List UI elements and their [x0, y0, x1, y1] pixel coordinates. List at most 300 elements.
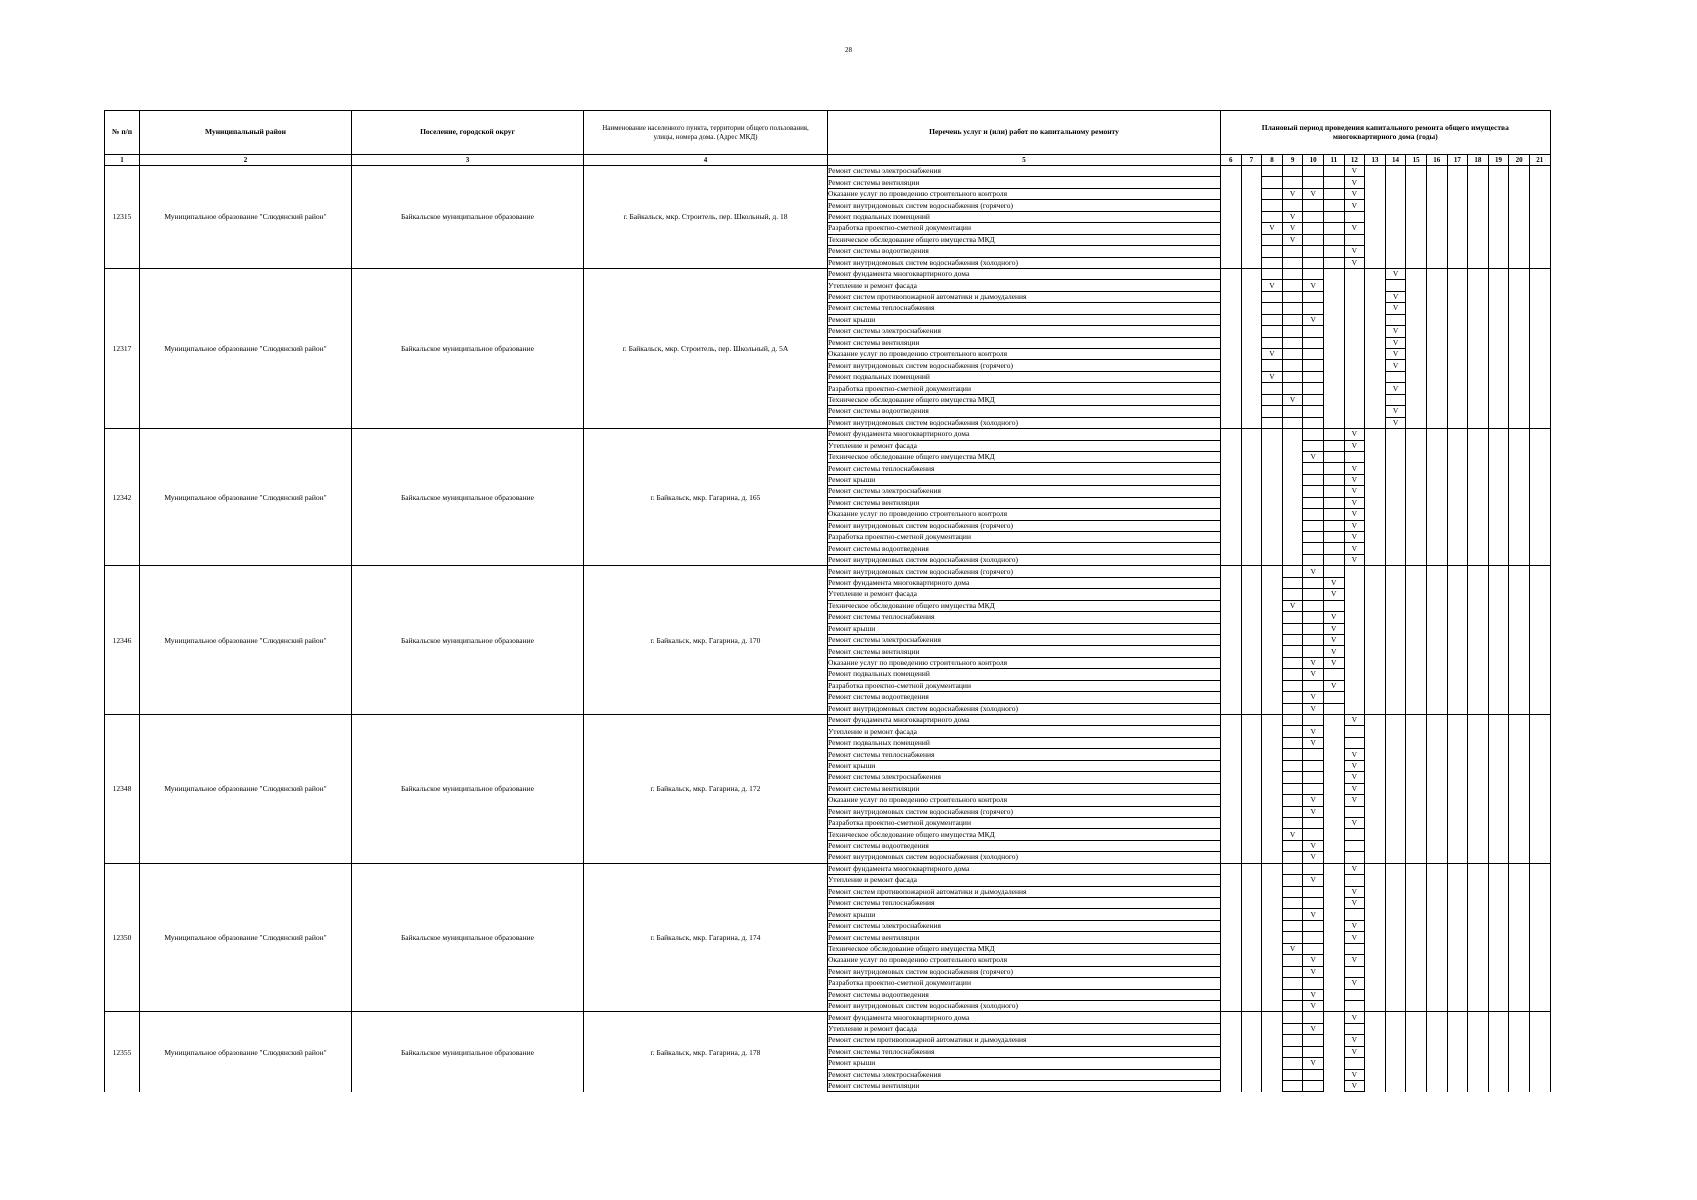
year-cell	[1344, 600, 1365, 611]
year-cell	[1365, 474, 1386, 485]
year-cell	[1241, 429, 1262, 440]
year-cell	[1447, 314, 1468, 325]
year-cell	[1303, 829, 1324, 840]
year-cell	[1509, 978, 1530, 989]
service-cell: Утепление и ремонт фасада	[828, 589, 1221, 600]
year-cell	[1241, 989, 1262, 1000]
year-cell	[1282, 577, 1303, 588]
year-cell	[1241, 852, 1262, 863]
year-mark: V	[1282, 829, 1303, 840]
year-cell	[1262, 429, 1283, 440]
year-cell	[1509, 577, 1530, 588]
year-cell	[1344, 680, 1365, 691]
year-cell	[1262, 1035, 1283, 1046]
year-cell	[1447, 429, 1468, 440]
year-column-header: 18	[1468, 155, 1489, 166]
year-mark: V	[1385, 303, 1406, 314]
year-cell	[1282, 703, 1303, 714]
year-cell	[1426, 394, 1447, 405]
year-cell	[1385, 474, 1406, 485]
year-cell	[1426, 623, 1447, 634]
year-cell	[1303, 1046, 1324, 1057]
year-cell	[1529, 1081, 1550, 1092]
service-cell: Ремонт системы вентиляции	[828, 646, 1221, 657]
year-cell	[1365, 177, 1386, 188]
year-cell	[1344, 1000, 1365, 1011]
year-cell	[1426, 909, 1447, 920]
year-mark: V	[1385, 360, 1406, 371]
year-cell	[1529, 920, 1550, 931]
capital-repair-table	[104, 110, 1551, 1092]
year-cell	[1241, 669, 1262, 680]
year-cell	[1509, 680, 1530, 691]
year-cell	[1488, 1058, 1509, 1069]
year-cell	[1406, 772, 1427, 783]
year-cell	[1529, 371, 1550, 382]
year-cell	[1488, 817, 1509, 828]
year-cell	[1344, 1023, 1365, 1034]
year-cell	[1323, 303, 1344, 314]
service-cell: Ремонт фундамента многоквартирного дома	[828, 268, 1221, 279]
year-cell	[1406, 577, 1427, 588]
year-cell	[1426, 795, 1447, 806]
year-cell	[1221, 989, 1242, 1000]
district-cell: Муниципальное образование "Слюдянский район"	[140, 715, 352, 864]
year-mark: V	[1303, 314, 1324, 325]
year-cell	[1303, 417, 1324, 428]
year-mark: V	[1385, 383, 1406, 394]
year-cell	[1488, 783, 1509, 794]
year-cell	[1426, 1058, 1447, 1069]
address-cell: г. Байкальск, мкр. Строитель, пер. Школьный, д. 18	[584, 166, 828, 269]
year-cell	[1282, 554, 1303, 565]
year-cell	[1323, 955, 1344, 966]
year-cell	[1406, 886, 1427, 897]
year-cell	[1241, 657, 1262, 668]
year-cell	[1529, 291, 1550, 302]
year-cell	[1385, 1058, 1406, 1069]
year-cell	[1262, 532, 1283, 543]
year-cell	[1365, 200, 1386, 211]
year-mark: V	[1303, 806, 1324, 817]
year-cell	[1303, 291, 1324, 302]
year-cell	[1447, 280, 1468, 291]
year-cell	[1468, 383, 1489, 394]
year-cell	[1365, 314, 1386, 325]
year-mark: V	[1282, 394, 1303, 405]
year-cell	[1426, 943, 1447, 954]
year-cell	[1241, 680, 1262, 691]
year-cell	[1385, 634, 1406, 645]
year-cell	[1241, 326, 1262, 337]
service-cell: Ремонт системы вентиляции	[828, 177, 1221, 188]
year-mark: V	[1344, 749, 1365, 760]
year-cell	[1323, 440, 1344, 451]
year-cell	[1468, 440, 1489, 451]
year-cell	[1365, 509, 1386, 520]
year-cell	[1241, 303, 1262, 314]
year-cell	[1241, 188, 1262, 199]
year-cell	[1262, 257, 1283, 268]
year-cell	[1447, 612, 1468, 623]
year-cell	[1385, 646, 1406, 657]
year-mark: V	[1344, 246, 1365, 257]
year-cell	[1406, 532, 1427, 543]
year-cell	[1406, 1035, 1427, 1046]
year-cell	[1385, 978, 1406, 989]
year-cell	[1426, 1069, 1447, 1080]
year-cell	[1241, 520, 1262, 531]
year-cell	[1468, 1012, 1489, 1023]
year-cell	[1426, 577, 1447, 588]
year-cell	[1488, 726, 1509, 737]
year-mark: V	[1344, 200, 1365, 211]
year-cell	[1241, 589, 1262, 600]
year-cell	[1303, 920, 1324, 931]
year-cell	[1241, 280, 1262, 291]
year-cell	[1221, 886, 1242, 897]
year-cell	[1488, 532, 1509, 543]
year-cell	[1488, 383, 1509, 394]
year-cell	[1529, 749, 1550, 760]
year-cell	[1385, 840, 1406, 851]
year-cell	[1385, 577, 1406, 588]
year-cell	[1406, 646, 1427, 657]
year-cell	[1365, 646, 1386, 657]
year-cell	[1282, 634, 1303, 645]
year-cell	[1529, 1058, 1550, 1069]
year-cell	[1282, 898, 1303, 909]
year-cell	[1426, 417, 1447, 428]
year-cell	[1509, 783, 1530, 794]
service-cell: Разработка проектно-сметной документации	[828, 223, 1221, 234]
service-cell: Утепление и ремонт фасада	[828, 440, 1221, 451]
service-cell: Ремонт системы электроснабжения	[828, 634, 1221, 645]
year-cell	[1241, 554, 1262, 565]
year-cell	[1221, 634, 1242, 645]
year-column-header: 7	[1241, 155, 1262, 166]
year-cell	[1303, 680, 1324, 691]
year-cell	[1406, 326, 1427, 337]
year-mark: V	[1282, 943, 1303, 954]
year-cell	[1303, 246, 1324, 257]
year-cell	[1426, 371, 1447, 382]
year-cell	[1221, 1081, 1242, 1092]
year-cell	[1529, 314, 1550, 325]
year-cell	[1509, 1046, 1530, 1057]
year-cell	[1447, 669, 1468, 680]
year-cell	[1447, 692, 1468, 703]
year-cell	[1262, 383, 1283, 394]
year-cell	[1406, 852, 1427, 863]
year-cell	[1509, 326, 1530, 337]
year-cell	[1262, 543, 1283, 554]
year-cell	[1385, 955, 1406, 966]
year-cell	[1488, 1012, 1509, 1023]
year-cell	[1323, 406, 1344, 417]
year-cell	[1468, 1069, 1489, 1080]
year-cell	[1385, 211, 1406, 222]
year-cell	[1488, 978, 1509, 989]
year-cell	[1344, 1058, 1365, 1069]
year-cell	[1365, 886, 1386, 897]
year-cell	[1406, 234, 1427, 245]
year-cell	[1303, 646, 1324, 657]
year-cell	[1426, 978, 1447, 989]
year-column-header: 11	[1323, 155, 1344, 166]
service-cell: Оказание услуг по проведению строительного контроля	[828, 509, 1221, 520]
year-cell	[1447, 863, 1468, 874]
year-cell	[1468, 840, 1489, 851]
year-cell	[1323, 909, 1344, 920]
year-cell	[1509, 932, 1530, 943]
year-cell	[1529, 989, 1550, 1000]
year-cell	[1303, 978, 1324, 989]
year-cell	[1385, 532, 1406, 543]
year-cell	[1468, 291, 1489, 302]
year-cell	[1365, 932, 1386, 943]
year-cell	[1488, 497, 1509, 508]
year-cell	[1262, 600, 1283, 611]
year-cell	[1529, 1069, 1550, 1080]
year-cell	[1529, 978, 1550, 989]
year-cell	[1241, 1023, 1262, 1034]
service-cell: Ремонт системы вентиляции	[828, 337, 1221, 348]
year-mark: V	[1303, 1000, 1324, 1011]
year-cell	[1303, 1012, 1324, 1023]
year-cell	[1221, 520, 1242, 531]
year-cell	[1426, 772, 1447, 783]
year-cell	[1468, 669, 1489, 680]
year-cell	[1447, 166, 1468, 177]
year-cell	[1406, 566, 1427, 577]
year-cell	[1323, 223, 1344, 234]
year-cell	[1509, 760, 1530, 771]
year-cell	[1509, 692, 1530, 703]
year-cell	[1262, 817, 1283, 828]
year-cell	[1426, 509, 1447, 520]
year-cell	[1509, 520, 1530, 531]
year-cell	[1385, 920, 1406, 931]
year-cell	[1385, 737, 1406, 748]
year-cell	[1303, 863, 1324, 874]
year-cell	[1365, 566, 1386, 577]
year-cell	[1385, 875, 1406, 886]
year-cell	[1509, 474, 1530, 485]
year-cell	[1262, 669, 1283, 680]
year-cell	[1241, 932, 1262, 943]
year-cell	[1221, 589, 1242, 600]
year-cell	[1426, 326, 1447, 337]
year-cell	[1365, 817, 1386, 828]
year-cell	[1426, 234, 1447, 245]
year-cell	[1529, 634, 1550, 645]
year-cell	[1303, 623, 1324, 634]
year-cell	[1385, 772, 1406, 783]
year-cell	[1426, 166, 1447, 177]
year-cell	[1488, 200, 1509, 211]
year-cell	[1426, 749, 1447, 760]
year-cell	[1426, 829, 1447, 840]
year-cell	[1262, 314, 1283, 325]
year-cell	[1282, 749, 1303, 760]
year-cell	[1488, 234, 1509, 245]
year-cell	[1488, 326, 1509, 337]
year-cell	[1241, 692, 1262, 703]
year-cell	[1241, 406, 1262, 417]
year-cell	[1365, 429, 1386, 440]
year-cell	[1365, 760, 1386, 771]
year-cell	[1303, 211, 1324, 222]
year-mark: V	[1323, 657, 1344, 668]
year-cell	[1262, 577, 1283, 588]
year-cell	[1529, 257, 1550, 268]
year-cell	[1406, 303, 1427, 314]
service-cell: Ремонт крыши	[828, 1058, 1221, 1069]
year-cell	[1365, 806, 1386, 817]
year-cell	[1323, 966, 1344, 977]
year-cell	[1529, 520, 1550, 531]
year-mark: V	[1323, 634, 1344, 645]
year-cell	[1365, 875, 1386, 886]
year-cell	[1468, 486, 1489, 497]
year-cell	[1468, 1035, 1489, 1046]
year-cell	[1303, 360, 1324, 371]
year-cell	[1447, 360, 1468, 371]
district-cell: Муниципальное образование "Слюдянский район"	[140, 1012, 352, 1092]
year-cell	[1447, 623, 1468, 634]
year-cell	[1406, 955, 1427, 966]
year-cell	[1468, 1000, 1489, 1011]
year-cell	[1468, 829, 1489, 840]
year-cell	[1468, 715, 1489, 726]
column-number-row	[105, 155, 1551, 166]
year-cell	[1221, 440, 1242, 451]
year-cell	[1406, 829, 1427, 840]
year-column-header: 20	[1509, 155, 1530, 166]
year-cell	[1262, 829, 1283, 840]
year-cell	[1303, 200, 1324, 211]
year-cell	[1529, 566, 1550, 577]
year-cell	[1282, 417, 1303, 428]
year-cell	[1221, 337, 1242, 348]
year-cell	[1262, 440, 1283, 451]
year-cell	[1221, 577, 1242, 588]
year-cell	[1323, 898, 1344, 909]
year-cell	[1509, 532, 1530, 543]
year-cell	[1323, 177, 1344, 188]
year-cell	[1529, 612, 1550, 623]
year-cell	[1241, 246, 1262, 257]
year-cell	[1447, 509, 1468, 520]
year-cell	[1468, 554, 1489, 565]
year-cell	[1385, 234, 1406, 245]
year-mark: V	[1385, 268, 1406, 279]
year-cell	[1447, 246, 1468, 257]
year-cell	[1303, 749, 1324, 760]
district-cell: Муниципальное образование "Слюдянский район"	[140, 166, 352, 269]
year-cell	[1303, 383, 1324, 394]
year-cell	[1344, 337, 1365, 348]
year-cell	[1262, 188, 1283, 199]
year-cell	[1241, 772, 1262, 783]
year-cell	[1385, 486, 1406, 497]
year-cell	[1282, 314, 1303, 325]
year-cell	[1529, 577, 1550, 588]
address-cell: г. Байкальск, мкр. Гагарина, д. 170	[584, 566, 828, 715]
year-cell	[1365, 840, 1386, 851]
table-row	[105, 166, 1551, 177]
year-cell	[1447, 978, 1468, 989]
year-cell	[1282, 772, 1303, 783]
year-cell	[1323, 989, 1344, 1000]
year-cell	[1385, 188, 1406, 199]
year-cell	[1529, 1046, 1550, 1057]
year-cell	[1282, 509, 1303, 520]
year-cell	[1344, 291, 1365, 302]
year-mark: V	[1344, 932, 1365, 943]
year-cell	[1468, 371, 1489, 382]
year-cell	[1385, 943, 1406, 954]
year-cell	[1323, 371, 1344, 382]
year-cell	[1262, 795, 1283, 806]
year-cell	[1447, 875, 1468, 886]
year-cell	[1323, 703, 1344, 714]
year-cell	[1323, 543, 1344, 554]
year-cell	[1447, 177, 1468, 188]
year-cell	[1323, 920, 1344, 931]
service-cell: Ремонт систем противопожарной автоматики и дымоудаления	[828, 291, 1221, 302]
year-cell	[1241, 737, 1262, 748]
year-cell	[1221, 1069, 1242, 1080]
year-cell	[1303, 932, 1324, 943]
year-cell	[1488, 829, 1509, 840]
year-cell	[1282, 246, 1303, 257]
year-cell	[1488, 749, 1509, 760]
year-cell	[1406, 1069, 1427, 1080]
service-cell: Оказание услуг по проведению строительного контроля	[828, 657, 1221, 668]
year-cell	[1221, 554, 1242, 565]
year-cell	[1488, 246, 1509, 257]
year-cell	[1221, 703, 1242, 714]
year-cell	[1262, 509, 1283, 520]
year-cell	[1221, 326, 1242, 337]
year-cell	[1426, 566, 1447, 577]
year-cell	[1365, 406, 1386, 417]
year-cell	[1241, 806, 1262, 817]
year-cell	[1365, 417, 1386, 428]
year-cell	[1488, 920, 1509, 931]
year-cell	[1406, 543, 1427, 554]
year-cell	[1221, 692, 1242, 703]
year-cell	[1509, 463, 1530, 474]
year-cell	[1426, 246, 1447, 257]
year-cell	[1323, 600, 1344, 611]
year-cell	[1323, 1000, 1344, 1011]
year-cell	[1241, 383, 1262, 394]
year-cell	[1426, 474, 1447, 485]
year-cell	[1529, 726, 1550, 737]
year-cell	[1426, 337, 1447, 348]
year-cell	[1323, 795, 1344, 806]
year-cell	[1221, 600, 1242, 611]
year-cell	[1488, 703, 1509, 714]
year-cell	[1365, 726, 1386, 737]
year-cell	[1262, 463, 1283, 474]
year-cell	[1529, 829, 1550, 840]
service-cell: Ремонт системы теплоснабжения	[828, 303, 1221, 314]
year-cell	[1282, 863, 1303, 874]
